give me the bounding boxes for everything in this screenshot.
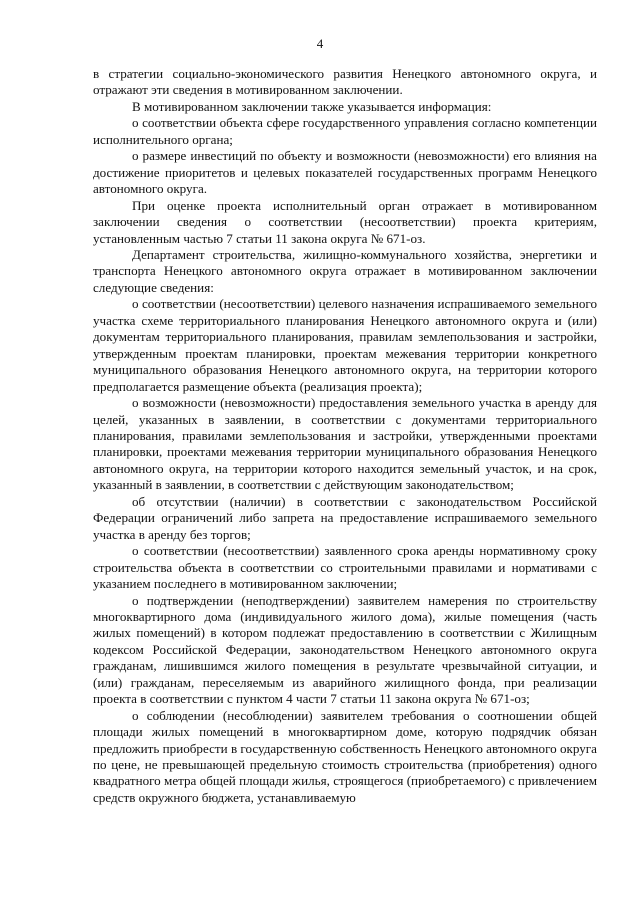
- paragraph: В мотивированном заключении также указывается информация:: [132, 98, 492, 114]
- paragraph: о подтверждении (неподтверждении) заявителем намерения по строительству многоквартирного дома (индивидуального жилого дома), жилые помещения (часть жилых помещений) в котором подлежат предоставлению в соответствии с Жилищным кодексом Российской Федерации, законодательством Ненецкого автономного округа гражданам, лишившимся жилого помещения в результате чрезвычайной ситуации, и (или) гражданам, переселяемым из аварийного жилищного фонда, при реализации проекта в соответствии с пунктом 4 части 7 статьи 11 закона округа № 671-оз;: [93, 592, 597, 707]
- paragraph: о соблюдении (несоблюдении) заявителем требования о соотношении общей площади жилых помещений в многоквартирном доме, которую подрядчик обязан предложить приобрести в государственную собственность Ненецкого автономного округа по цене, не превышающей предельную стоимость строительства (приобретения) одного квадратного метра общей площади жилья, строящегося (приобретаемого) с привлечением средств окружного бюджета, устанавливаемую: [93, 707, 597, 805]
- paragraph: об отсутствии (наличии) в соответствии с законодательством Российской Федерации ограничений либо запрета на предоставление испрашиваемого земельного участка в аренду без торгов;: [93, 493, 597, 542]
- paragraph: о соответствии (несоответствии) целевого назначения испрашиваемого земельного участка схеме территориального планирования Ненецкого автономного округа и (или) документам территориального планирования, правилам землепользования и застройки, утвержденным проектам планировки, проектам межевания территории конкретного муниципального образования Ненецкого автономного округа, на территории которого предполагается размещение объекта (реализация проекта);: [93, 296, 597, 394]
- paragraph: Департамент строительства, жилищно-коммунального хозяйства, энергетики и транспорта Ненецкого автономного округа отражает в мотивированном заключении следующие сведения:: [93, 246, 597, 295]
- document-body: [93, 66, 597, 806]
- paragraph: о размере инвестиций по объекту и возможности (невозможности) его влияния на достижение приоритетов и целевых показателей государственных программ Ненецкого автономного округа.: [93, 148, 597, 197]
- page-number: 4: [316, 36, 324, 51]
- paragraph: При оценке проекта исполнительный орган отражает в мотивированном заключении сведения о соответствии (несоответствии) проекта критериям, установленным частью 7 статьи 11 закона округа № 671-оз.: [93, 197, 597, 246]
- paragraph: о соответствии (несоответствии) заявленного срока аренды нормативному сроку строительства объекта в соответствии со строительными правилами и нормативами с указанием последнего в мотивированном заключении;: [93, 543, 597, 592]
- paragraph: в стратегии социально-экономического развития Ненецкого автономного округа, и отражают эти сведения в мотивированном заключении.: [93, 66, 597, 98]
- paragraph: о соответствии объекта сфере государственного управления согласно компетенции исполнительного органа;: [93, 115, 597, 147]
- paragraph: о возможности (невозможности) предоставления земельного участка в аренду для целей, указанных в заявлении, в соответствии с документами территориального планирования, правилами землепользования и застройки, утвержденными проектами планировки, проектами межевания территории муниципального образования Ненецкого автономного округа, на территории которого находится земельный участок, и на срок, указанный в заявлении, в соответствии с действующим законодательством;: [93, 395, 597, 493]
